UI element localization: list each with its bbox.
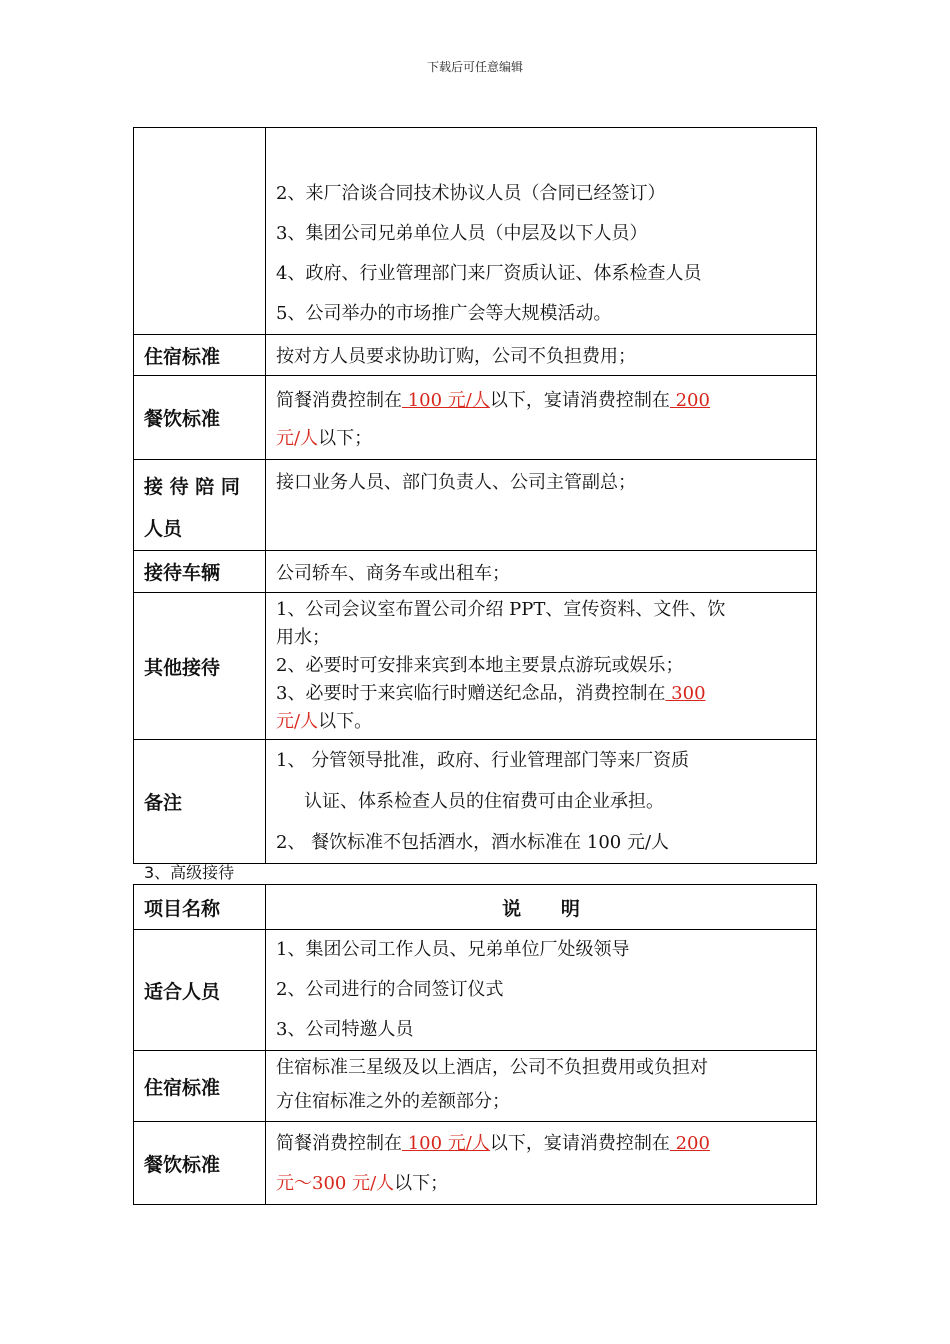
dining-text bbox=[266, 1122, 817, 1205]
dining-label: 餐饮标准 bbox=[134, 1122, 266, 1205]
dining-line-2: 元/人以下； bbox=[276, 428, 373, 449]
vehicle-text-line: 公司轿车、商务车或出租车； bbox=[276, 562, 510, 584]
other-reception-label: 其他接待 bbox=[134, 593, 266, 740]
banquet-limit: 200 bbox=[669, 1133, 710, 1154]
label-cell-empty bbox=[134, 128, 266, 335]
table-row bbox=[134, 1051, 817, 1122]
simple-meal-limit: 100 元/人 bbox=[402, 390, 490, 411]
vehicle-text bbox=[266, 551, 817, 593]
reception-table-premium bbox=[133, 884, 817, 1205]
dining-label: 餐饮标准 bbox=[134, 376, 266, 460]
section-title-premium-reception: 3、高级接待 bbox=[144, 863, 235, 882]
escort-text bbox=[266, 460, 817, 551]
list-item: 1、集团公司工作人员、兄弟单位厂处级领导 bbox=[276, 939, 630, 960]
other-reception-text bbox=[266, 593, 817, 740]
lodging-text bbox=[266, 1051, 817, 1122]
table-row bbox=[134, 460, 817, 551]
table-row bbox=[134, 128, 817, 335]
table-row bbox=[134, 1122, 817, 1205]
simple-meal-limit: 100 元/人 bbox=[402, 1133, 490, 1154]
dining-line-1: 简餐消费控制在 100 元/人以下，宴请消费控制在 200 bbox=[276, 1133, 710, 1154]
dining-line-1: 简餐消费控制在 100 元/人以下，宴请消费控制在 200 bbox=[276, 390, 710, 411]
escort-text-line: 接口业务人员、部门负责人、公司主管副总； bbox=[276, 472, 636, 493]
list-item: 2、必要时可安排来宾到本地主要景点游玩或娱乐； bbox=[276, 655, 684, 676]
dining-text bbox=[266, 376, 817, 460]
lodging-line-1: 住宿标准三星级及以上酒店，公司不负担费用或负担对 bbox=[276, 1057, 708, 1078]
list-item: 2、 餐饮标准不包括酒水，酒水标准在 100 元/人 bbox=[276, 832, 670, 853]
reception-table-standard bbox=[133, 127, 817, 864]
table-header-row bbox=[134, 885, 817, 930]
lodging-text bbox=[266, 335, 817, 376]
vehicle-label: 接待车辆 bbox=[134, 551, 266, 593]
list-item: 认证、体系检查人员的住宿费可由企业承担。 bbox=[304, 791, 664, 812]
escort-label: 接 待 陪 同 人员 bbox=[134, 460, 266, 551]
lodging-text-line: 按对方人员要求协助订购，公司不负担费用； bbox=[276, 346, 636, 367]
table-row bbox=[134, 593, 817, 740]
table-row bbox=[134, 551, 817, 593]
lodging-line-2: 方住宿标准之外的差额部分； bbox=[276, 1091, 510, 1112]
table-row bbox=[134, 740, 817, 864]
applicable-persons-label: 适合人员 bbox=[134, 930, 266, 1051]
remarks-label: 备注 bbox=[134, 740, 266, 864]
remarks-text bbox=[266, 740, 817, 864]
applicable-persons-cell bbox=[266, 128, 817, 335]
table-row bbox=[134, 335, 817, 376]
list-item: 2、公司进行的合同签订仪式 bbox=[276, 979, 504, 1000]
list-item: 2、来厂洽谈合同技术协议人员（合同已经签订） bbox=[276, 183, 666, 204]
list-item: 用水； bbox=[276, 627, 330, 648]
lodging-label: 住宿标准 bbox=[134, 335, 266, 376]
column-header-item-name: 项目名称 bbox=[134, 885, 266, 930]
dining-line-2: 元～300 元/人以下； bbox=[276, 1173, 449, 1194]
page-header-note: 下载后可任意编辑 bbox=[426, 60, 523, 74]
applicable-persons-text bbox=[266, 930, 817, 1051]
list-item: 5、公司举办的市场推广会等大规模活动。 bbox=[276, 303, 612, 324]
list-item: 元/人以下。 bbox=[276, 711, 373, 732]
column-header-description: 说 明 bbox=[266, 885, 817, 930]
banquet-limit: 200 bbox=[669, 390, 710, 411]
list-item: 4、政府、行业管理部门来厂资质认证、体系检查人员 bbox=[276, 263, 702, 284]
table-row bbox=[134, 930, 817, 1051]
souvenir-limit: 300 bbox=[665, 683, 706, 704]
list-item: 1、 分管领导批准，政府、行业管理部门等来厂资质 bbox=[276, 750, 690, 771]
list-item: 3、公司特邀人员 bbox=[276, 1019, 414, 1040]
table-row bbox=[134, 376, 817, 460]
list-item: 3、必要时于来宾临行时赠送纪念品，消费控制在 300 bbox=[276, 683, 706, 704]
lodging-label: 住宿标准 bbox=[134, 1051, 266, 1122]
list-item: 3、集团公司兄弟单位人员（中层及以下人员） bbox=[276, 223, 648, 244]
list-item: 1、公司会议室布置公司介绍 PPT、宣传资料、文件、饮 bbox=[276, 599, 726, 620]
